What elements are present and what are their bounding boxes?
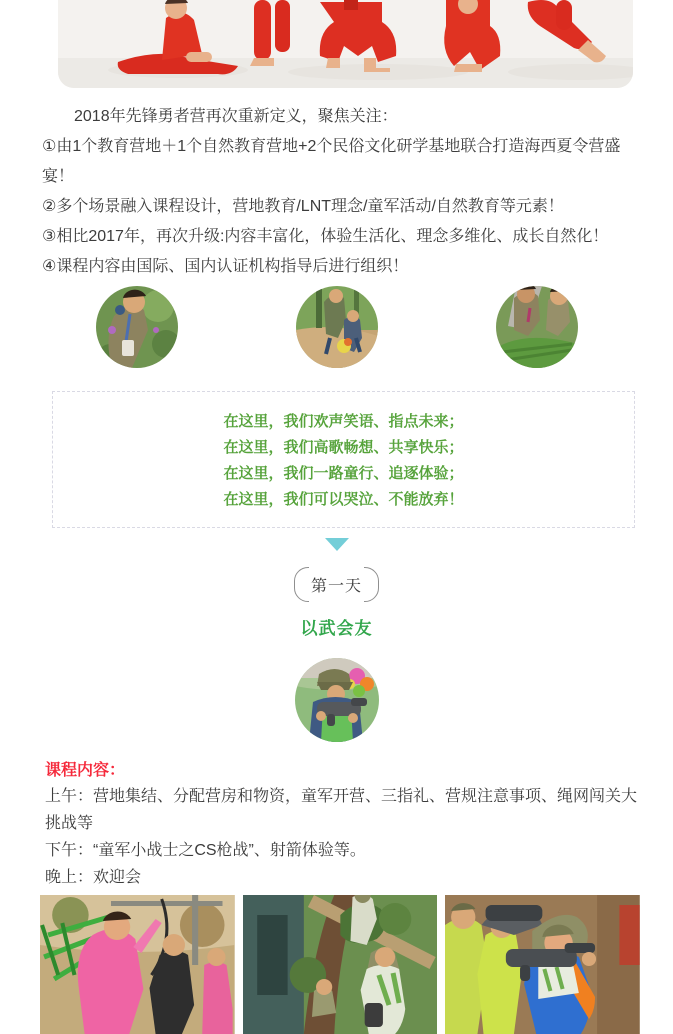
day-badge-label: 第一天 — [310, 578, 362, 595]
down-arrow-icon — [325, 538, 349, 551]
schedule-item-morning: 上午：营地集结、分配营房和物资，童军开营、三指礼、营规注意事项、绳网闯关大挑战等 — [45, 788, 638, 832]
intro-line: ②多个场景融入课程设计，营地教育/LNT理念/童军活动/自然教育等元素！ — [42, 198, 564, 215]
intro-line: 2018年先锋勇者营再次重新定义，聚焦关注： — [74, 108, 398, 125]
schedule-item-evening: 晚上：欢迎会 — [45, 869, 142, 886]
photo-tree-climb-camo — [243, 895, 438, 1034]
schedule-section — [45, 759, 637, 891]
intro-paragraph — [42, 102, 633, 282]
activity-photo-row — [40, 895, 640, 1034]
circle-photo-boys-palm-leaf — [496, 286, 578, 368]
photo-cs-gun-blue-jacket — [445, 895, 640, 1034]
circle-photo-trail-hike — [296, 286, 378, 368]
schedule-heading: 课程内容： — [45, 762, 126, 779]
intro-line: ①由1个教育营地＋1个自然教育营地+2个民俗文化研学基地联合打造海西夏令营盛宴！ — [42, 138, 621, 185]
quote-line: 在这里，我们欢声笑语、指点未来； — [223, 413, 464, 430]
activity-photo-cs-toy-gun — [295, 658, 379, 742]
quote-line: 在这里，我们可以哭泣、不能放弃！ — [223, 491, 464, 508]
day-title: 以武会友 — [300, 619, 373, 638]
quote-box — [52, 391, 635, 528]
day-badge-row — [0, 567, 673, 602]
schedule-item-afternoon: 下午：“童军小战士之CS枪战”、射箭体验等。 — [45, 842, 366, 859]
quote-line: 在这里，我们一路童行、追逐体验； — [223, 465, 464, 482]
day-circle-row — [0, 658, 673, 742]
quote-line: 在这里，我们高歌畅想、共享快乐； — [223, 439, 464, 456]
photo-archery-girl-pink — [40, 895, 235, 1034]
hero-photo-kids-red-wushu — [58, 0, 633, 88]
circle-photo-scout-boy-flowers — [96, 286, 178, 368]
day-badge — [294, 567, 379, 602]
intro-line: ③相比2017年，再次升级:内容丰富化，体验生活化、理念多维化、成长自然化！ — [42, 228, 609, 245]
intro-line: ④课程内容由国际、国内认证机构指导后进行组织！ — [42, 258, 409, 275]
circle-photo-row — [0, 286, 673, 368]
